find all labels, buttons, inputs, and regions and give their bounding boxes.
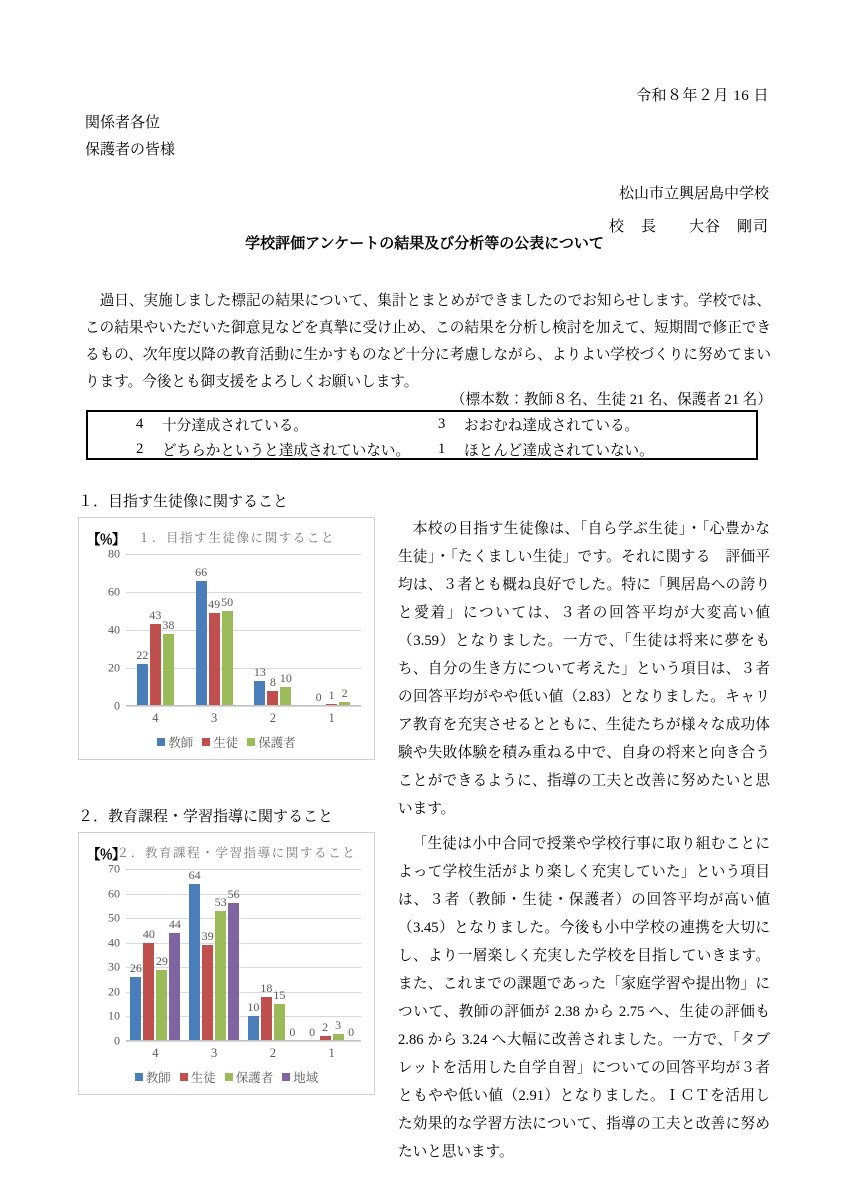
bar-wrap bbox=[136, 554, 175, 706]
bar-group bbox=[302, 554, 361, 725]
x-axis-tick: 2 bbox=[269, 711, 276, 725]
bar-value-label: 39 bbox=[201, 929, 214, 944]
rating-scale-cell bbox=[88, 414, 418, 435]
bar-group bbox=[244, 554, 303, 725]
bar bbox=[155, 953, 168, 1041]
gridline bbox=[126, 1041, 361, 1042]
y-axis-tick: 80 bbox=[108, 546, 120, 561]
bar bbox=[273, 988, 286, 1041]
x-axis-tick: 1 bbox=[328, 711, 335, 725]
y-axis-tick: 20 bbox=[108, 984, 120, 999]
bar bbox=[162, 617, 175, 706]
bar-value-label: 49 bbox=[208, 596, 221, 611]
bar-groups bbox=[126, 554, 361, 725]
legend-swatch-icon bbox=[225, 1073, 233, 1081]
bar bbox=[208, 596, 221, 706]
bar-value-label: 0 bbox=[315, 690, 322, 704]
legend-label: 教師 bbox=[145, 1071, 171, 1085]
bar bbox=[260, 980, 273, 1041]
y-axis-tick: 0 bbox=[114, 1033, 120, 1048]
y-axis-tick: 60 bbox=[108, 886, 120, 901]
issue-date: 令和８年２月 16 日 bbox=[635, 88, 769, 104]
bar-value-label: 26 bbox=[129, 961, 142, 976]
rating-scale-box bbox=[86, 410, 758, 460]
bar-value-label: 56 bbox=[227, 887, 240, 902]
rating-scale-cell bbox=[418, 439, 654, 460]
addressee-line-2: 保護者の皆様 bbox=[85, 142, 176, 158]
bar-value-label: 10 bbox=[247, 1000, 260, 1015]
legend-label: 教師 bbox=[168, 736, 194, 750]
section-1-body-block bbox=[398, 515, 770, 823]
y-axis-tick: 40 bbox=[108, 935, 120, 950]
bar bbox=[195, 564, 208, 706]
bar-group bbox=[126, 554, 185, 725]
addressee-line-1: 関係者各位 bbox=[85, 115, 161, 131]
legend-swatch-icon bbox=[247, 738, 255, 746]
bar-value-label: 15 bbox=[273, 988, 286, 1003]
bar-value-label: 3 bbox=[335, 1017, 342, 1032]
bar-value-label: 64 bbox=[188, 867, 201, 882]
section-2-body: 「生徒は小中合同で授業や学校行事に取り組むことによって学校生活がより楽しく充実していた」という項目は、３者（教師・生徒・保護者）の回答平均が高い値（3.45）となりました。今後も小中学校の連携を大切にし、より一層楽しく充実した学校を目指していきます。また、これまでの課題であった「家庭学習や提出物」について、教師の評価が 2.38 から 2.75 へ、生徒の評価も 2.86 から 3.24 へ大幅に改善されました。一方で、「タブレットを活用した自学自習」についての回答平均が３者ともやや低い値（2.91）となりました。ＩＣＴを活用した効果的な学習方法について、指導の工夫と改善に努めたいと思います。 bbox=[398, 836, 770, 1160]
bar-wrap bbox=[312, 554, 351, 706]
bar-group bbox=[185, 867, 244, 1060]
legend-item bbox=[202, 733, 238, 751]
bar-group bbox=[302, 869, 361, 1060]
y-axis-tick: 50 bbox=[108, 910, 120, 925]
legend-item bbox=[247, 733, 296, 751]
bar-value-label: 29 bbox=[155, 953, 168, 968]
bar bbox=[253, 665, 266, 706]
bar-value-label: 38 bbox=[162, 617, 175, 632]
legend-swatch-icon bbox=[202, 738, 210, 746]
x-axis-tick: 4 bbox=[152, 1046, 159, 1060]
chart-2-title: ２．教育課程・学習指導に関すること bbox=[116, 846, 357, 860]
legend-swatch-icon bbox=[135, 1073, 143, 1081]
y-axis-tick: 0 bbox=[114, 698, 120, 713]
x-axis-tick: 1 bbox=[328, 1046, 335, 1060]
chart-1-container bbox=[78, 517, 375, 760]
bar-group bbox=[244, 869, 303, 1060]
bar bbox=[247, 1000, 260, 1041]
bar-value-label: 0 bbox=[309, 1025, 316, 1039]
bar-value-label: 44 bbox=[168, 916, 181, 931]
chart-1-unit-label: 【％】 bbox=[87, 532, 125, 547]
y-axis-tick: 40 bbox=[108, 622, 120, 637]
rating-scale-number: 2 bbox=[136, 441, 144, 457]
bar-group bbox=[185, 554, 244, 725]
principal-name: 校 長 大谷 剛司 bbox=[608, 219, 769, 235]
y-axis-tick: 30 bbox=[108, 959, 120, 974]
legend-label: 生徒 bbox=[213, 736, 239, 750]
intro-paragraph-block bbox=[85, 288, 771, 396]
page-title: 学校評価アンケートの結果及び分析等の公表について bbox=[245, 236, 604, 252]
bar-wrap bbox=[188, 869, 240, 1041]
rating-scale-number: 3 bbox=[438, 416, 446, 432]
bar-value-label: 50 bbox=[221, 595, 234, 609]
y-axis-tick: 70 bbox=[108, 861, 120, 876]
school-name: 松山市立興居島中学校 bbox=[618, 186, 769, 202]
x-axis-line bbox=[126, 705, 361, 706]
chart-1-title: １．目指す生徒像に関すること bbox=[137, 531, 336, 545]
y-axis-tick: 10 bbox=[108, 1008, 120, 1023]
rating-scale-row bbox=[88, 412, 756, 437]
chart-2-container bbox=[78, 832, 375, 1095]
bar bbox=[267, 674, 278, 706]
bar bbox=[214, 894, 227, 1041]
legend-swatch-icon bbox=[282, 1073, 290, 1081]
bar-value-label: 43 bbox=[149, 608, 162, 623]
bar-value-label: 66 bbox=[195, 564, 208, 579]
bar bbox=[201, 929, 214, 1041]
chart-2-legend bbox=[79, 1068, 374, 1086]
chart-2-unit-label: 【％】 bbox=[87, 847, 125, 862]
chart-1-plot-area bbox=[108, 546, 361, 725]
x-axis-line bbox=[126, 1040, 361, 1041]
bar-value-label: 13 bbox=[253, 665, 266, 680]
bar-value-label: 10 bbox=[279, 671, 292, 685]
bar-groups bbox=[126, 867, 361, 1060]
x-axis-tick: 3 bbox=[211, 711, 218, 725]
section-1-body: 本校の目指す生徒像は、「自ら学ぶ生徒」・「心豊かな生徒」・「たくましい生徒」です。それに関する 評価平均は、３者とも概ね良好でした。特に「興居島への誇りと愛着」については、３者の回答平均が大変高い値（3.59）となりました。一方で、「生徒は将来に夢をもち、自分の生き方について考えた」という項目は、３者の回答平均がやや低い値（2.83）となりました。キャリア教育を充実させるとともに、生徒たちが様々な成功体験や失敗体験を積み重ねる中で、自身の将来と向き合うことができるように、指導の工夫と改善に努めたいと思います。 bbox=[398, 521, 770, 817]
legend-label: 生徒 bbox=[190, 1071, 216, 1085]
y-axis-tick: 60 bbox=[108, 584, 120, 599]
rating-scale-text: ほとんど達成されていない。 bbox=[464, 443, 654, 459]
legend-label: 保護者 bbox=[235, 1071, 274, 1085]
bar bbox=[227, 887, 240, 1041]
rating-scale-text: どちらかというと達成されていない。 bbox=[162, 443, 411, 459]
legend-item bbox=[282, 1068, 318, 1086]
bar bbox=[188, 867, 201, 1041]
bar bbox=[149, 608, 162, 706]
bar-value-label: 0 bbox=[289, 1025, 296, 1039]
bar-value-label: 2 bbox=[322, 1020, 329, 1035]
bar bbox=[221, 595, 234, 706]
rating-scale-text: おおむね達成されている。 bbox=[464, 418, 640, 434]
bar-value-label: 2 bbox=[341, 686, 348, 701]
legend-swatch-icon bbox=[180, 1073, 188, 1081]
section-2-heading: ２．教育課程・学習指導に関すること bbox=[78, 809, 334, 825]
rating-scale-cell bbox=[88, 439, 418, 460]
bar-value-label: 18 bbox=[260, 980, 273, 995]
bar-value-label: 1 bbox=[328, 688, 335, 703]
legend-item bbox=[225, 1068, 274, 1086]
rating-scale-cell bbox=[418, 414, 639, 435]
chart-1-legend bbox=[79, 733, 374, 751]
section-1-heading: １．目指す生徒像に関すること bbox=[78, 494, 289, 510]
bar-group bbox=[126, 869, 185, 1060]
rating-scale-text: 十分達成されている。 bbox=[162, 418, 308, 434]
x-axis-tick: 3 bbox=[211, 1046, 218, 1060]
x-axis-tick: 2 bbox=[269, 1046, 276, 1060]
bar-value-label: 22 bbox=[136, 648, 149, 663]
bar-wrap bbox=[306, 869, 358, 1041]
sample-size-note: （標本数：教師８名、生徒 21 名、保護者 21 名） bbox=[450, 392, 772, 408]
bar bbox=[279, 671, 292, 706]
bar bbox=[136, 648, 149, 706]
legend-label: 地域 bbox=[293, 1071, 319, 1085]
gridline bbox=[126, 706, 361, 707]
bar-value-label: 8 bbox=[269, 674, 276, 689]
chart-2-plot-area bbox=[108, 861, 361, 1060]
x-axis-tick: 4 bbox=[152, 711, 159, 725]
bar-value-label: 0 bbox=[348, 1025, 355, 1039]
y-axis-tick: 20 bbox=[108, 660, 120, 675]
rating-scale-number: 4 bbox=[136, 416, 144, 432]
legend-label: 保護者 bbox=[258, 736, 296, 750]
bar-value-label: 53 bbox=[214, 894, 227, 909]
bar bbox=[142, 926, 155, 1041]
rating-scale-row bbox=[88, 437, 756, 462]
bar-value-label: 40 bbox=[142, 926, 155, 941]
legend-item bbox=[180, 1068, 216, 1086]
bar-wrap bbox=[195, 554, 234, 706]
legend-item bbox=[157, 733, 193, 751]
rating-scale-number: 1 bbox=[438, 441, 446, 457]
bar-wrap bbox=[247, 869, 299, 1041]
bar-wrap bbox=[129, 869, 181, 1041]
bar bbox=[129, 961, 142, 1041]
bar bbox=[168, 916, 181, 1041]
legend-swatch-icon bbox=[157, 738, 165, 746]
legend-item bbox=[135, 1068, 171, 1086]
intro-paragraph: 過日、実施しました標記の結果について、集計とまとめができましたのでお知らせします。学校では、この結果やいただいた御意見などを真摯に受け止め、この結果を分析し検討を加えて、短期間で修正できるもの、次年度以降の教育活動に生かすものなど十分に考慮しながら、よりよい学校づくりに努めてまいります。今後とも御支援をよろしくお願いします。 bbox=[85, 293, 771, 390]
bar-wrap bbox=[253, 554, 292, 706]
section-2-body-block bbox=[398, 830, 770, 1166]
